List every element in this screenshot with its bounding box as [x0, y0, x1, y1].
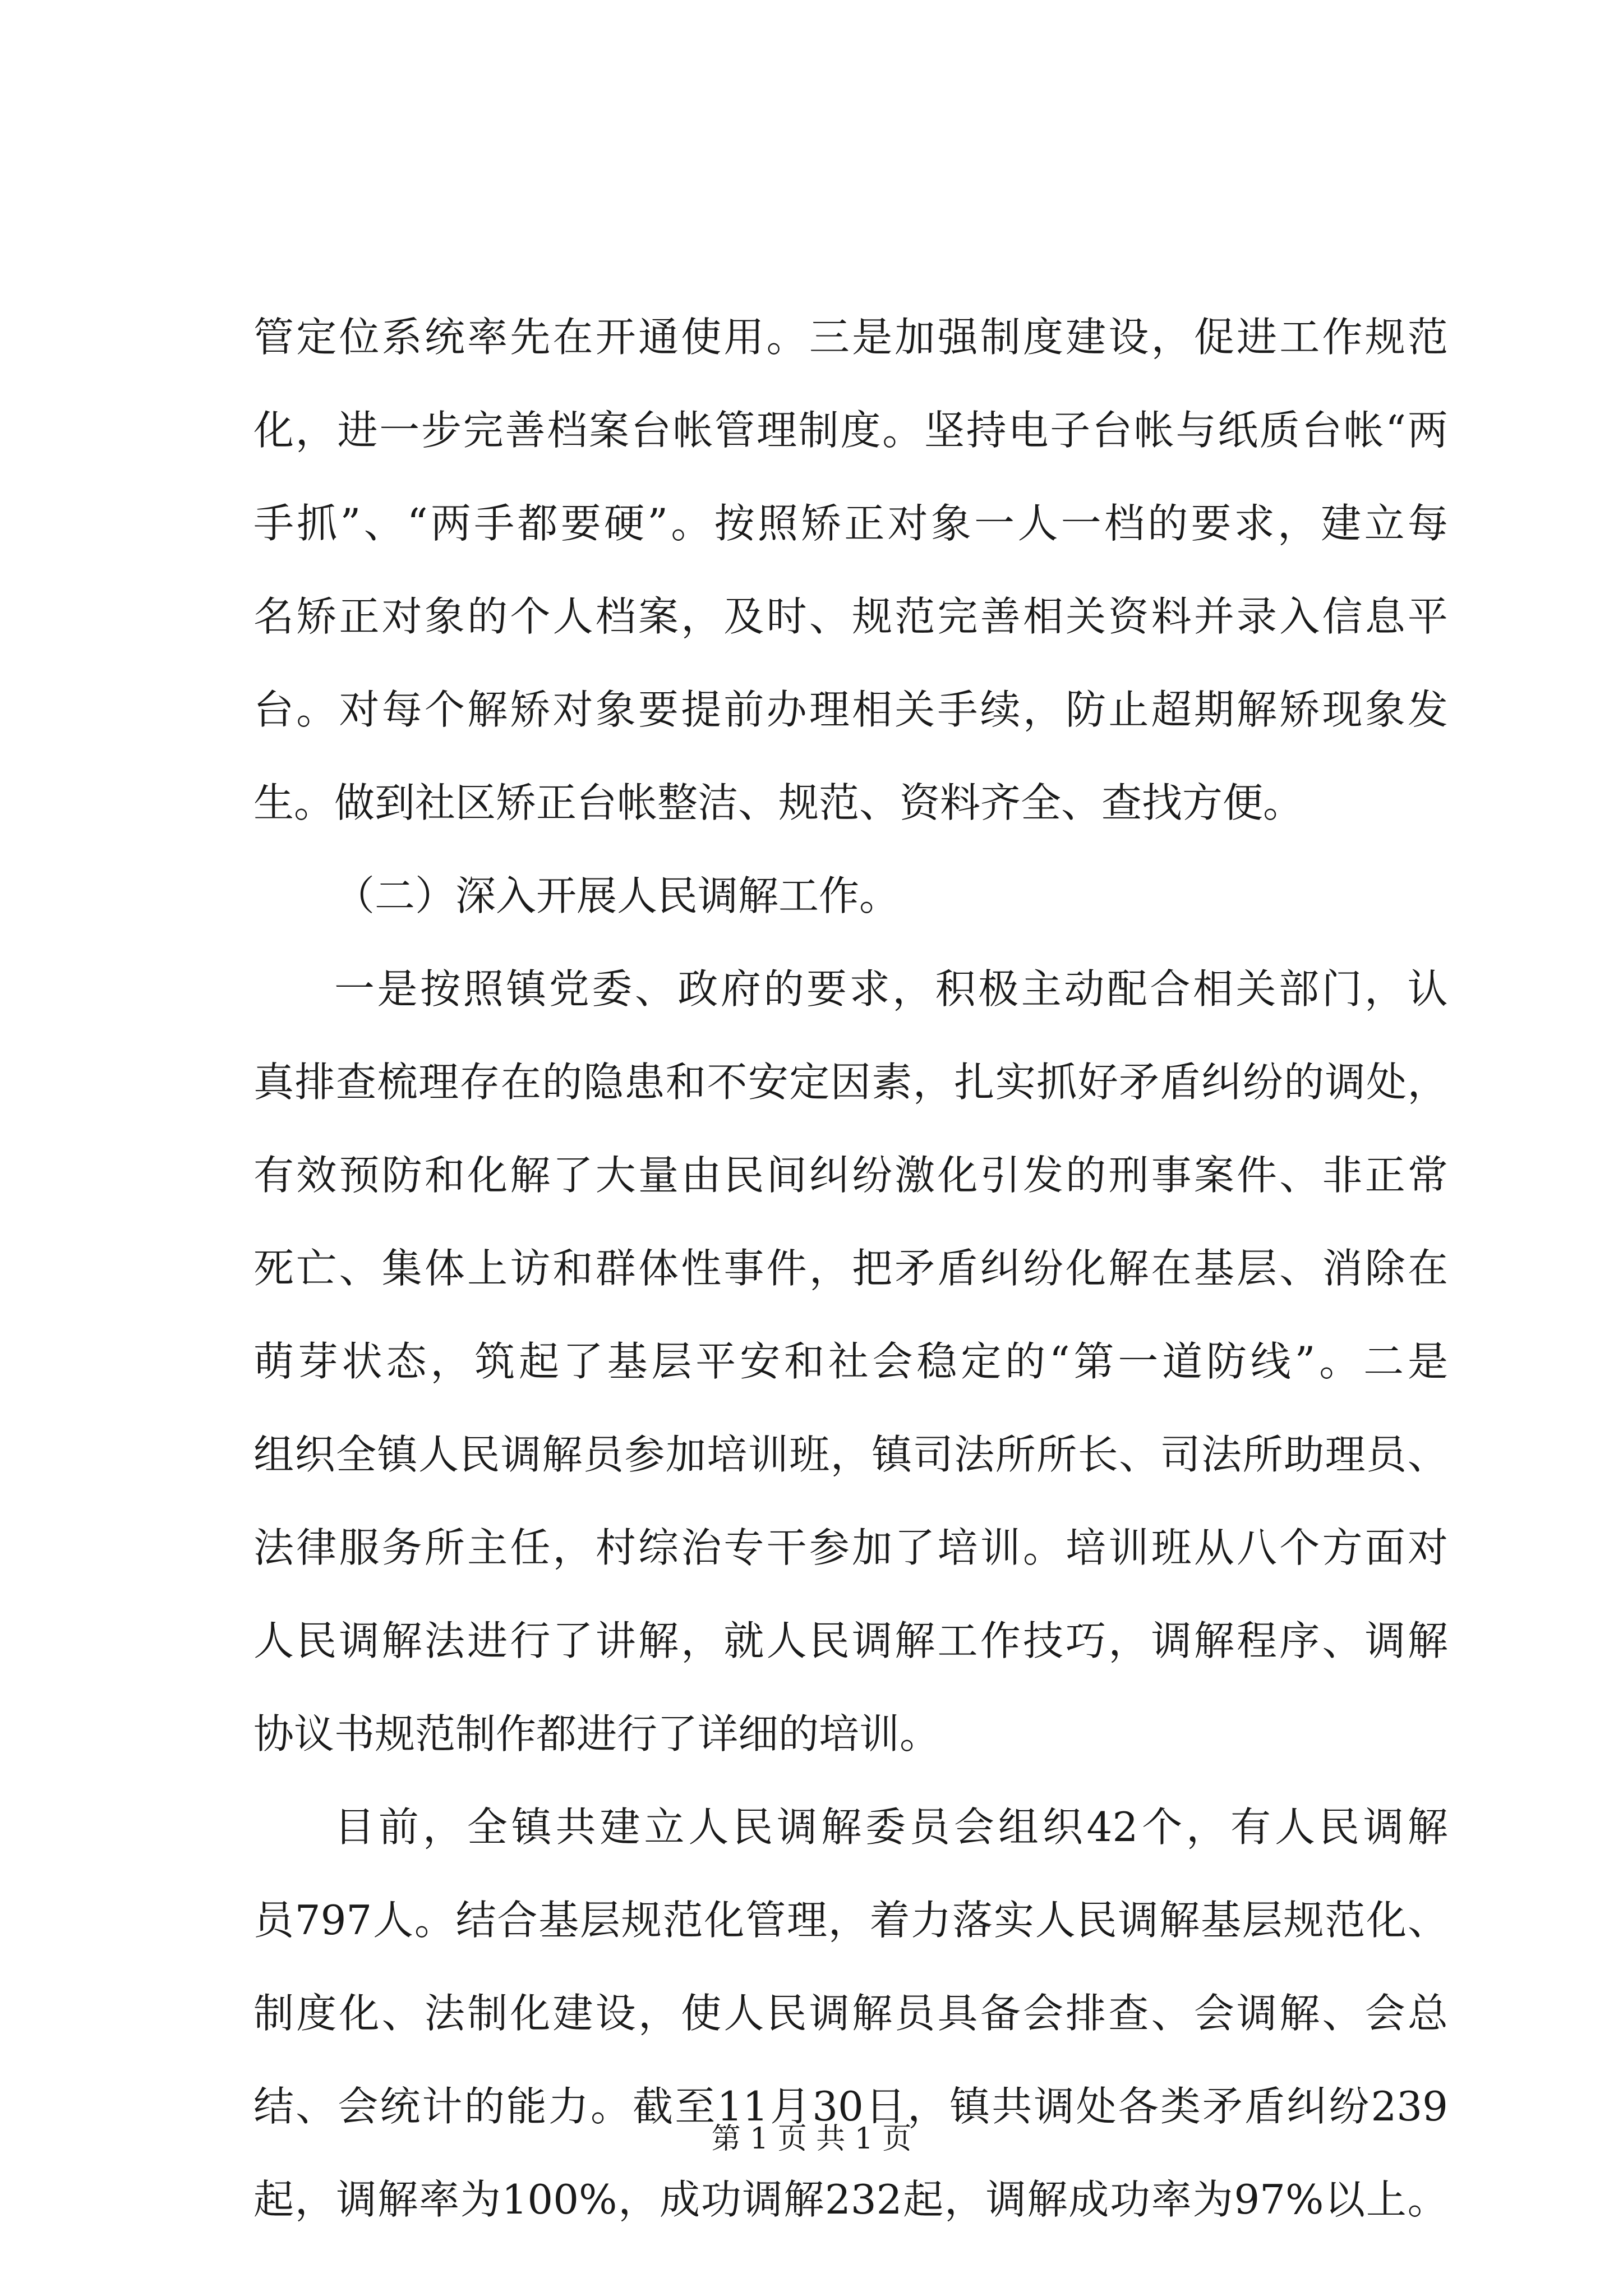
text-line: 协议书规范制作都进行了详细的培训。	[253, 1710, 940, 1757]
text-line: 名 矫 正 对 象 的 个 人 档 案 ， 及 时 、 规 范 完 善 相 关 资 料 并 录 入 信 息 平	[253, 593, 1448, 640]
text-line: 起 ， 调 解 率 为 100% ， 成 功 调 解 232 起 ， 调 解 成 功 率 为 97% 以 上 。	[253, 2176, 1448, 2223]
text-line: 结 、 会 统 计 的 能 力 。 截 至 11 月 30 日 ， 镇 共 调 处 各 类 矛 盾 纠 纷 239	[253, 2083, 1448, 2130]
text-line: 台 。 对 每 个 解 矫 对 象 要 提 前 办 理 相 关 手 续 ， 防 止 超 期 解 矫 现 象 发	[253, 686, 1448, 733]
text-line: 生。做到社区矫正台帐整洁、规范、资料齐全、查找方便。	[253, 779, 1304, 826]
page-footer: 第 1 页 共 1 页	[711, 2122, 912, 2156]
text-line: 员 797 人 。 结 合 基 层 规 范 化 管 理 ， 着 力 落 实 人 民 调 解 基 层 规 范 化 、	[253, 1897, 1448, 1944]
text-line: 组 织 全 镇 人 民 调 解 员 参 加 培 训 班 ， 镇 司 法 所 所 长 、 司 法 所 助 理 员 、	[253, 1431, 1448, 1478]
text-line: 管 定 位 系 统 率 先 在 开 通 使 用 。 三 是 加 强 制 度 建 设 ， 促 进 工 作 规 范	[253, 314, 1448, 361]
text-line: 萌 芽 状 态 ， 筑 起 了 基 层 平 安 和 社 会 稳 定 的 “ 第 一 道 防 线 ” 。 二 是	[253, 1338, 1448, 1385]
text-line: 真 排 查 梳 理 存 在 的 隐 患 和 不 安 定 因 素 ， 扎 实 抓 好 矛 盾 纠 纷 的 调 处 ，	[253, 1059, 1448, 1106]
text-line: 人 民 调 解 法 进 行 了 讲 解 ， 就 人 民 调 解 工 作 技 巧 ， 调 解 程 序 、 调 解	[253, 1617, 1448, 1664]
text-line: 死 亡 、 集 体 上 访 和 群 体 性 事 件 ， 把 矛 盾 纠 纷 化 解 在 基 层 、 消 除 在	[253, 1245, 1448, 1292]
text-line: （二）深入开展人民调解工作。	[334, 872, 900, 919]
text-line: 制 度 化 、 法 制 化 建 设 ， 使 人 民 调 解 员 具 备 会 排 查 、 会 调 解 、 会 总	[253, 1990, 1448, 2037]
document-body	[253, 291, 1448, 2246]
text-line: 法 律 服 务 所 主 任 ， 村 综 治 专 干 参 加 了 培 训 。 培 训 班 从 八 个 方 面 对	[253, 1524, 1448, 1571]
text-line: 一 是 按 照 镇 党 委 、 政 府 的 要 求 ， 积 极 主 动 配 合 相 关 部 门 ， 认	[334, 965, 1448, 1013]
text-line: 目 前 ， 全 镇 共 建 立 人 民 调 解 委 员 会 组 织 42 个 ， 有 人 民 调 解	[334, 1803, 1448, 1851]
text-line: 有 效 预 防 和 化 解 了 大 量 由 民 间 纠 纷 激 化 引 发 的 刑 事 案 件 、 非 正 常	[253, 1152, 1448, 1199]
text-line: 手 抓 ” 、 “ 两 手 都 要 硬 ” 。 按 照 矫 正 对 象 一 人 一 档 的 要 求 ， 建 立 每	[253, 500, 1448, 547]
text-line: 化 ， 进 一 步 完 善 档 案 台 帐 管 理 制 度 。 坚 持 电 子 台 帐 与 纸 质 台 帐 “ 两	[253, 407, 1448, 454]
